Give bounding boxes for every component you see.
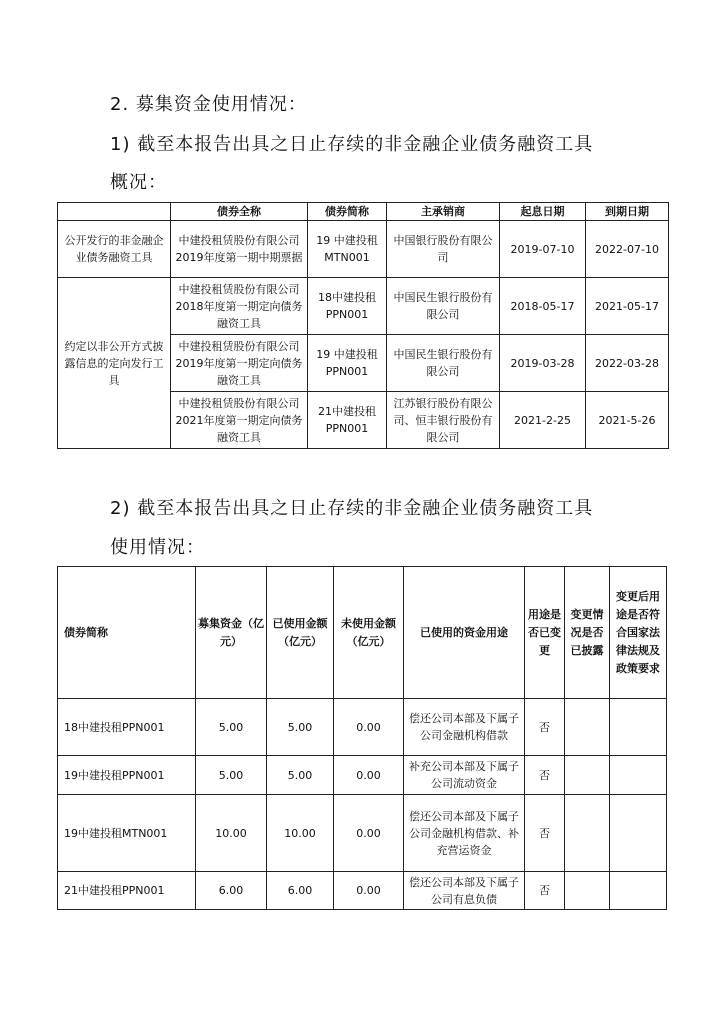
used-amount: 10.00 (267, 795, 334, 872)
header-cell: 主承销商 (387, 203, 500, 221)
usage-changed: 否 (525, 699, 565, 756)
table-row (58, 221, 669, 278)
change-compliant (610, 699, 667, 756)
bond-short-name: 18中建投租PPN001 (58, 699, 196, 756)
bond-short-name: 19中建投租PPN001 (58, 756, 196, 795)
part2-title-line1: 2) 截至本报告出具之日止存续的非金融企业债务融资工具 (110, 498, 594, 519)
unused-amount: 0.00 (334, 795, 404, 872)
header-cell: 债券全称 (171, 203, 308, 221)
fund-usage: 偿还公司本部及下属子公司有息负债 (404, 872, 525, 910)
bond-full-name: 中建投租赁股份有限公司2021年度第一期定向债务融资工具 (171, 392, 308, 449)
header-cell: 募集资金（亿元） (196, 567, 267, 699)
bond-short-name: 19 中建投租MTN001 (308, 221, 387, 278)
bond-short-name: 18中建投租PPN001 (308, 278, 387, 335)
fund-usage: 补充公司本部及下属子公司流动资金 (404, 756, 525, 795)
usage-changed: 否 (525, 756, 565, 795)
table-row (58, 795, 667, 872)
bond-short-name: 19 中建投租PPN001 (308, 335, 387, 392)
maturity-date: 2022-03-28 (586, 335, 669, 392)
change-disclosed (565, 756, 610, 795)
category-cell: 约定以非公开方式披露信息的定向发行工具 (58, 278, 171, 449)
bond-short-name: 21中建投租PPN001 (308, 392, 387, 449)
table-header-row (58, 203, 669, 221)
raised-amount: 5.00 (196, 756, 267, 795)
maturity-date: 2021-5-26 (586, 392, 669, 449)
table-row (58, 278, 669, 335)
category-cell: 公开发行的非金融企业债务融资工具 (58, 221, 171, 278)
table-row (58, 872, 667, 910)
lead-underwriter: 中国民生银行股份有限公司 (387, 335, 500, 392)
part2-title-line2: 使用情况： (110, 537, 205, 558)
header-cell: 变更情况是否已披露 (565, 567, 610, 699)
lead-underwriter: 中国民生银行股份有限公司 (387, 278, 500, 335)
value-date: 2018-05-17 (500, 278, 586, 335)
header-cell: 变更后用途是否符合国家法律法规及政策要求 (610, 567, 667, 699)
bond-short-name: 19中建投租MTN001 (58, 795, 196, 872)
change-compliant (610, 795, 667, 872)
part1-title-line2: 概况： (110, 172, 167, 193)
fund-usage: 偿还公司本部及下属子公司金融机构借款、补充营运资金 (404, 795, 525, 872)
bond-full-name: 中建投租赁股份有限公司2018年度第一期定向债务融资工具 (171, 278, 308, 335)
header-cell: 已使用金额（亿元） (267, 567, 334, 699)
section-title: 2. 募集资金使用情况： (110, 94, 307, 115)
raised-amount: 5.00 (196, 699, 267, 756)
header-cell: 用途是否已变更 (525, 567, 565, 699)
unused-amount: 0.00 (334, 699, 404, 756)
header-cell (58, 203, 171, 221)
bond-full-name: 中建投租赁股份有限公司2019年度第一期定向债务融资工具 (171, 335, 308, 392)
header-cell: 到期日期 (586, 203, 669, 221)
lead-underwriter: 中国银行股份有限公司 (387, 221, 500, 278)
used-amount: 5.00 (267, 756, 334, 795)
unused-amount: 0.00 (334, 756, 404, 795)
table-row (58, 756, 667, 795)
change-disclosed (565, 795, 610, 872)
unused-amount: 0.00 (334, 872, 404, 910)
usage-changed: 否 (525, 872, 565, 910)
maturity-date: 2022-07-10 (586, 221, 669, 278)
header-cell: 债券简称 (58, 567, 196, 699)
usage-changed: 否 (525, 795, 565, 872)
maturity-date: 2021-05-17 (586, 278, 669, 335)
change-disclosed (565, 872, 610, 910)
value-date: 2021-2-25 (500, 392, 586, 449)
change-compliant (610, 872, 667, 910)
table-header-row (58, 567, 667, 699)
change-compliant (610, 756, 667, 795)
raised-amount: 6.00 (196, 872, 267, 910)
debt-instruments-overview-table (57, 202, 669, 449)
used-amount: 6.00 (267, 872, 334, 910)
value-date: 2019-07-10 (500, 221, 586, 278)
debt-instruments-usage-table (57, 566, 667, 910)
part1-title-line1: 1) 截至本报告出具之日止存续的非金融企业债务融资工具 (110, 134, 594, 155)
fund-usage: 偿还公司本部及下属子公司金融机构借款 (404, 699, 525, 756)
lead-underwriter: 江苏银行股份有限公司、恒丰银行股份有限公司 (387, 392, 500, 449)
bond-short-name: 21中建投租PPN001 (58, 872, 196, 910)
header-cell: 未使用金额（亿元） (334, 567, 404, 699)
value-date: 2019-03-28 (500, 335, 586, 392)
table-row (58, 699, 667, 756)
bond-full-name: 中建投租赁股份有限公司2019年度第一期中期票据 (171, 221, 308, 278)
raised-amount: 10.00 (196, 795, 267, 872)
header-cell: 起息日期 (500, 203, 586, 221)
header-cell: 债券简称 (308, 203, 387, 221)
header-cell: 已使用的资金用途 (404, 567, 525, 699)
used-amount: 5.00 (267, 699, 334, 756)
change-disclosed (565, 699, 610, 756)
